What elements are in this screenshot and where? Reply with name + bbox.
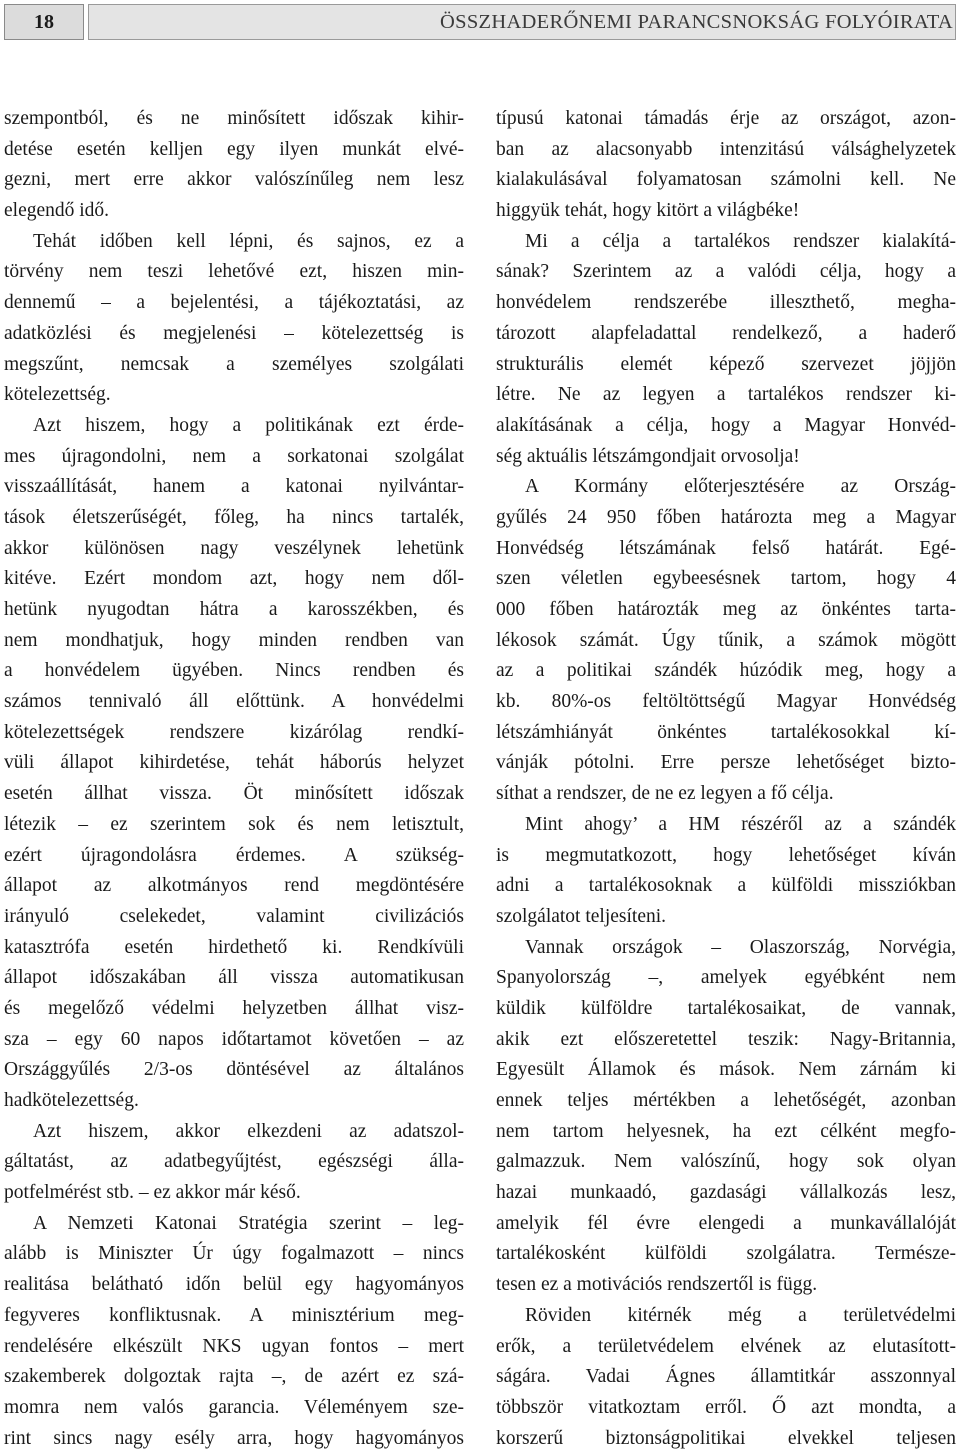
- text-line: síthat a rendszer, de ne ez legyen a fő célja.: [496, 783, 834, 805]
- text-line: amelyik fél évre elengedi a munkavállalóját: [496, 1212, 956, 1234]
- text-line: többször vitatkoztam erről. Ő azt mondta, a: [496, 1396, 956, 1418]
- text-line: törvény nem teszi lehetővé ezt, hiszen min-: [4, 261, 464, 283]
- text-line: ezért újragondolásra érdemes. A szükség-: [4, 844, 464, 866]
- text-line: küldik külföldre tartalékosaikat, de vannak,: [496, 997, 956, 1019]
- text-line: Mint ahogy’ a HM részéről az a szándék: [525, 813, 956, 835]
- text-line: ség aktuális létszámgondjait orvosolja!: [496, 445, 800, 467]
- text-line: akik ezt előszeretettel teszik: Nagy-Britannia,: [496, 1028, 956, 1050]
- text-line: is megmutatkozott, hogy lehetőséget kíván: [496, 844, 956, 866]
- text-line: szempontból, és ne minősített időszak kihir-: [4, 108, 464, 129]
- text-line: ban az alacsonyabb intenzitású válsághelyzetek: [496, 138, 956, 160]
- right-column: [496, 104, 956, 1454]
- text-line: Azt hiszem, hogy a politikának ezt érde-: [33, 414, 464, 436]
- text-line: kötelezettség.: [4, 384, 111, 406]
- text-line: honvédelem rendszerébe illeszthető, megha-: [496, 292, 956, 314]
- text-line: hazai munkaadó, gazdasági vállalkozás lesz,: [496, 1182, 956, 1204]
- text-line: számos tennivaló áll előttünk. A honvédelmi: [4, 691, 464, 713]
- text-line: strukturális elemét képező szervezet jöjjön: [496, 353, 956, 375]
- text-line: sza – egy 60 napos időtartamot követően – az: [4, 1028, 464, 1050]
- text-line: szen véletlen egybeesésnek tartom, hogy 4: [496, 568, 956, 590]
- text-line: hetünk nyugodtan hátra a karosszékben, és: [4, 599, 464, 620]
- text-line: adni a tartalékosoknak a külföldi missziókban: [496, 875, 956, 897]
- text-line: Tehát időben kell lépni, és sajnos, ez a: [33, 230, 464, 252]
- text-line: szakemberek dolgoztak rajta –, de azért ez szá-: [4, 1366, 464, 1388]
- text-line: fegyveres konfliktusnak. A minisztérium meg-: [4, 1304, 464, 1326]
- text-line: hadkötelezettség.: [4, 1090, 139, 1111]
- text-line: nem tartom helyesnek, ha ezt célként megfo-: [496, 1120, 956, 1142]
- page-number: 18: [4, 4, 84, 40]
- text-line: megszűnt, nemcsak a személyes szolgálati: [4, 353, 464, 375]
- text-line: és megelőző védelmi helyzetben állhat visz-: [4, 997, 464, 1019]
- text-line: detése esetén kelljen egy ilyen munkát elvé-: [4, 138, 464, 160]
- text-line: tározott alapfeladattal rendelkező, a haderő: [496, 322, 956, 344]
- text-line: típusú katonai támadás érje az országot, azon-: [496, 108, 956, 129]
- text-line: Röviden kitérnék még a területvédelmi: [525, 1304, 956, 1326]
- text-line: létszámhiányát önkéntes tartalékosokkal kí-: [496, 721, 956, 743]
- text-line: vüli állapot kihirdetése, tehát háborús helyzet: [4, 752, 464, 774]
- text-line: létezik – ez szerintem sok és nem letisztult,: [4, 813, 464, 835]
- text-line: tartalékosként külföldi szolgálatra. Természe-: [496, 1243, 956, 1265]
- text-line: galmazzuk. Nem valószínű, hogy sok olyan: [496, 1151, 956, 1173]
- text-line: alakításának a célja, hogy a Magyar Honvéd-: [496, 414, 956, 436]
- text-line: 000 főben határozták meg az önkéntes tarta-: [496, 599, 956, 620]
- text-line: létre. Ne az legyen a tartalékos rendszer ki-: [496, 384, 956, 406]
- text-line: Országgyűlés 2/3-os döntésével az általános: [4, 1059, 464, 1081]
- text-line: katasztrófa esetén hirdethető ki. Rendkívüli: [4, 936, 464, 958]
- text-line: tások életszerűségét, főleg, ha nincs tartalék,: [4, 506, 464, 528]
- text-line: gyűlés 24 950 főben határozta meg a Magyar: [496, 506, 956, 528]
- text-line: állapot az alkotmányos rend megdöntésére: [4, 875, 464, 897]
- text-line: Azt hiszem, akkor elkezdeni az adatszol-: [33, 1120, 464, 1142]
- text-line: lékosok számát. Úgy tűnik, a számok mögött: [496, 629, 956, 651]
- text-line: adatközlési és megjelenési – kötelezettség is: [4, 322, 464, 344]
- text-line: kitéve. Ezért mondom azt, hogy nem dől-: [4, 568, 464, 590]
- text-line: A Nemzeti Katonai Stratégia szerint – leg-: [33, 1212, 464, 1234]
- text-line: sának? Szerintem az a valódi célja, hogy a: [496, 261, 956, 283]
- text-line: kialakulásával folyamatosan számolni kell. Ne: [496, 169, 956, 191]
- text-line: tesen ez a motivációs rendszertől is függ.: [496, 1274, 818, 1296]
- text-line: mes újragondolni, nem a sorkatonai szolgálat: [4, 445, 464, 467]
- text-line: potfelmérést stb. – ez akkor már késő.: [4, 1182, 301, 1204]
- text-line: állapot időszakában áll vissza automatikusan: [4, 967, 464, 989]
- text-line: szolgálatot teljesíteni.: [496, 905, 667, 927]
- text-line: kötelezettségek rendszere kizárólag rendkí-: [4, 721, 464, 743]
- text-line: alább is Miniszter Úr úgy fogalmazott – nincs: [4, 1243, 464, 1265]
- text-line: Vannak országok – Olaszország, Norvégia,: [525, 936, 956, 958]
- text-line: rendelésére elkészült NKS ugyan fontos – mert: [4, 1335, 464, 1357]
- text-line: erők, a területvédelem elvének az elutasított-: [496, 1335, 956, 1357]
- text-line: vánják pótolni. Erre persze lehetőséget bizto-: [496, 752, 956, 774]
- text-line: A Kormány előterjesztésére az Ország-: [525, 476, 956, 498]
- text-line: Honvédség létszámának felső határát. Egé-: [496, 537, 956, 559]
- text-line: esetén állhat vissza. Öt minősített időszak: [4, 783, 464, 805]
- text-line: higgyük tehát, hogy kitört a világbéke!: [496, 200, 800, 222]
- text-line: irányuló cselekedet, valamint civilizációs: [4, 905, 464, 927]
- text-line: az a politikai szándék húzódik meg, hogy a: [496, 660, 956, 682]
- text-line: ennek teljes mértékben a lehetőségét, azonban: [496, 1090, 956, 1111]
- text-line: korszerű biztonságpolitikai elvekkel teljesen: [496, 1427, 956, 1449]
- text-line: visszaállítását, hanem a katonai nyilvántar-: [4, 476, 464, 498]
- text-line: kb. 80%-os feltöltöttségű Magyar Honvédség: [496, 691, 956, 713]
- text-line: momra nem valós garancia. Véleményem sze-: [4, 1396, 464, 1418]
- text-line: dennemű – a bejelentési, a tájékoztatási, az: [4, 292, 464, 314]
- text-line: rint sincs nagy esély arra, hogy hagyományos: [4, 1427, 464, 1449]
- left-column: [4, 104, 464, 1454]
- journal-title: ÖSSZHADERŐNEMI PARANCSNOKSÁG FOLYÓIRATA: [88, 4, 956, 40]
- text-line: akkor különösen nagy veszélynek lehetünk: [4, 537, 464, 559]
- text-line: Mi a célja a tartalékos rendszer kialakítá-: [525, 230, 956, 252]
- text-line: ságára. Vadai Ágnes államtitkár asszonnyal: [496, 1366, 956, 1388]
- text-line: realitása belátható időn belül egy hagyományos: [4, 1274, 464, 1296]
- text-line: gezni, mert erre akkor valószínűleg nem lesz: [4, 169, 464, 191]
- page-header: [4, 4, 956, 40]
- text-line: gáltatást, az adatbegyűjtést, egészségi álla-: [4, 1151, 464, 1173]
- text-line: a honvédelem ügyében. Nincs rendben és: [4, 660, 464, 682]
- text-line: Spanyolország –, amelyek egyébként nem: [496, 967, 956, 989]
- text-line: Egyesült Államok és mások. Nem zárnám ki: [496, 1059, 956, 1081]
- text-line: nem mondhatjuk, hogy minden rendben van: [4, 629, 464, 651]
- text-line: elegendő idő.: [4, 200, 110, 222]
